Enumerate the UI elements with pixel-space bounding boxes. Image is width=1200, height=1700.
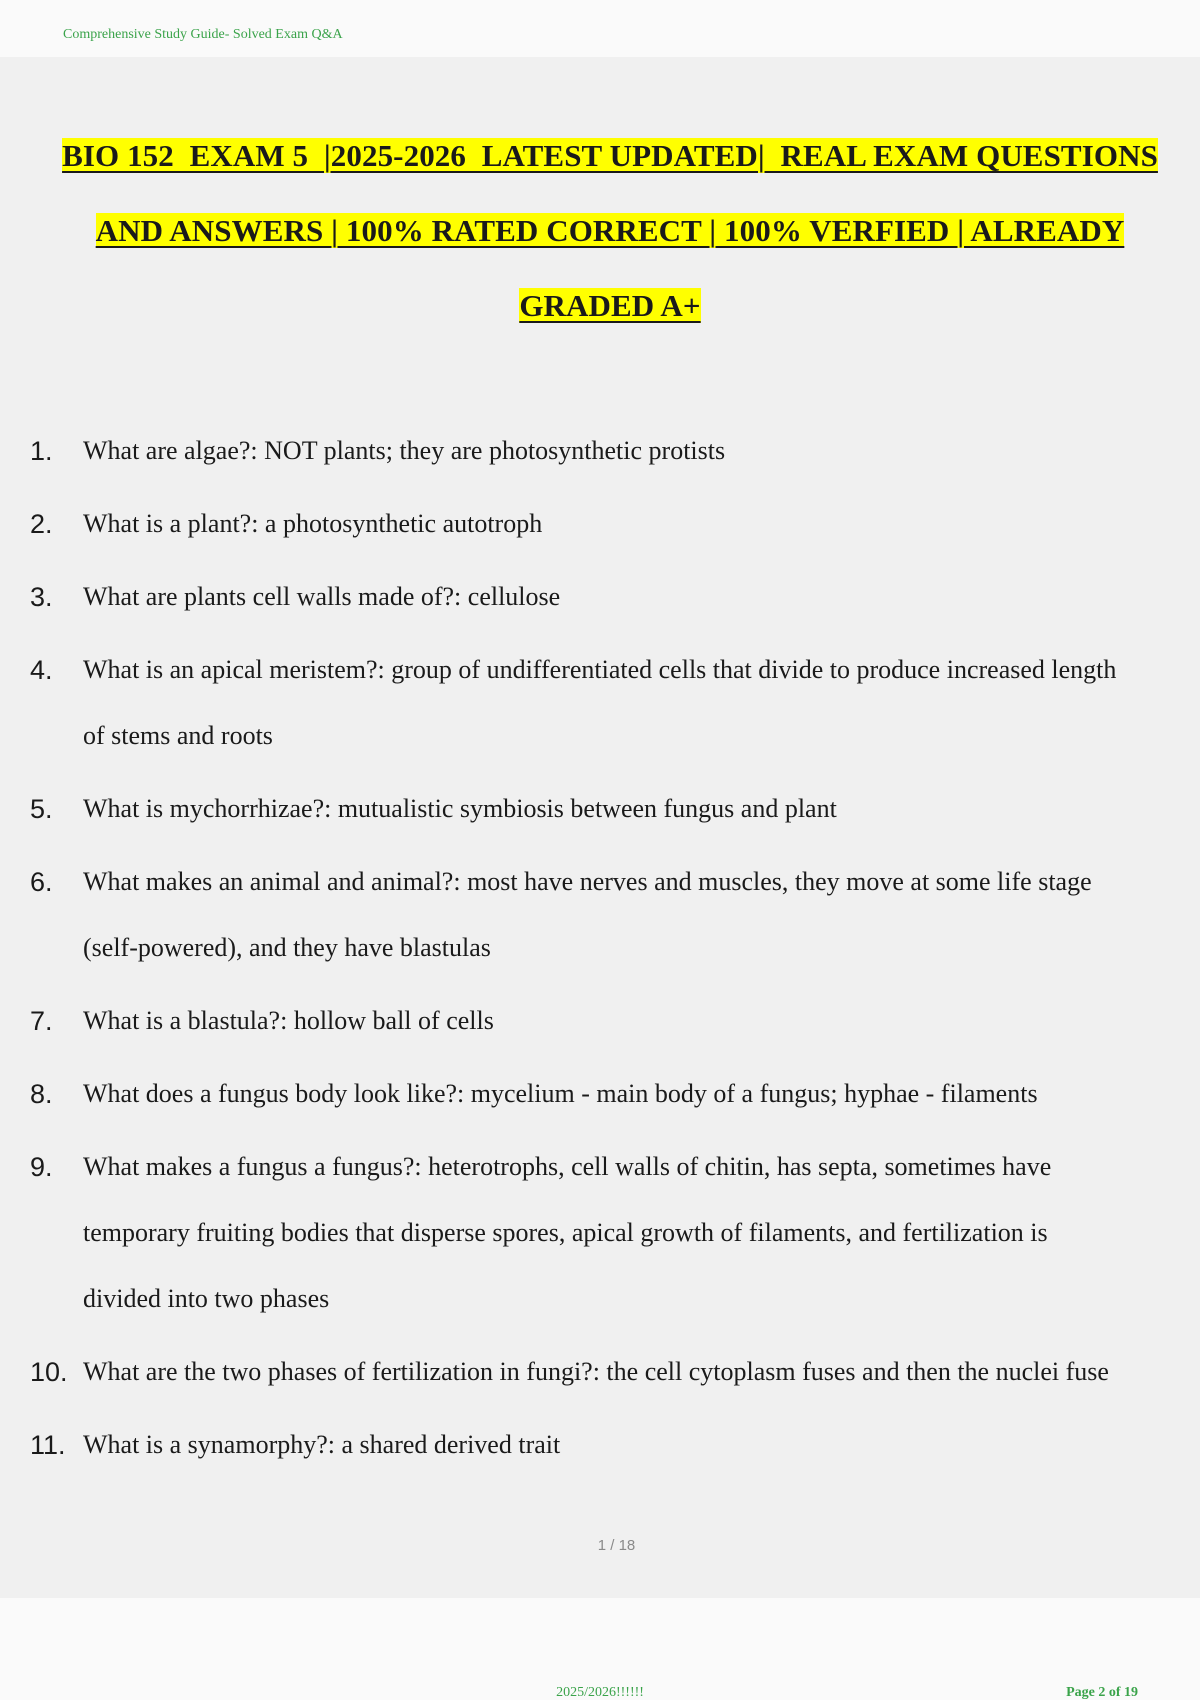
qa-item [30, 1412, 1195, 1478]
qa-item [30, 418, 1195, 484]
qa-number: 8. [30, 1079, 53, 1109]
qa-item [30, 776, 1195, 842]
qa-text: What are algae?: NOT plants; they are photosynthetic protists [83, 436, 726, 465]
qa-text: What are plants cell walls made of?: cellulose [83, 582, 561, 611]
title-line-text: BIO 152 EXAM 5 |2025-2026 LATEST UPDATED| REAL EXAM QUESTIONS [62, 138, 1158, 173]
qa-number: 5. [30, 794, 53, 824]
qa-item [30, 1134, 1195, 1332]
qa-number: 4. [30, 655, 53, 685]
qa-number: 2. [30, 509, 53, 539]
qa-item [30, 564, 1195, 630]
document-title [40, 118, 1180, 343]
qa-text: What is a synamorphy?: a shared derived trait [83, 1430, 561, 1459]
qa-text: What is an apical meristem?: group of undifferentiated cells that divide to produce increased length [83, 655, 1117, 684]
footer-page-number: Page 2 of 19 [1066, 1685, 1138, 1700]
qa-text: What is a plant?: a photosynthetic autotroph [83, 509, 543, 538]
qa-number: 6. [30, 867, 53, 897]
qa-text: temporary fruiting bodies that disperse spores, apical growth of filaments, and fertilization is [83, 1218, 1048, 1247]
qa-number: 11. [30, 1430, 66, 1460]
qa-text: What makes a fungus a fungus?: heterotrophs, cell walls of chitin, has septa, sometimes have [83, 1152, 1052, 1181]
qa-list [30, 418, 1195, 1485]
qa-text: What makes an animal and animal?: most have nerves and muscles, they move at some life stage [83, 867, 1092, 896]
qa-text: What is mychorrhizae?: mutualistic symbiosis between fungus and plant [83, 794, 837, 823]
qa-number: 7. [30, 1006, 53, 1036]
qa-number: 10. [30, 1357, 68, 1387]
qa-item [30, 1339, 1195, 1405]
title-line [40, 118, 1180, 193]
qa-number: 1. [30, 436, 53, 466]
title-line [40, 193, 1180, 268]
qa-text: What are the two phases of fertilization in fungi?: the cell cytoplasm fuses and then the nuclei fuse [83, 1357, 1109, 1386]
qa-text: of stems and roots [83, 721, 273, 750]
qa-item [30, 988, 1195, 1054]
qa-item [30, 491, 1195, 557]
footer-year: 2025/2026!!!!!! [556, 1685, 644, 1700]
title-line-text: AND ANSWERS | 100% RATED CORRECT | 100% VERFIED | ALREADY [95, 213, 1125, 248]
qa-number: 3. [30, 582, 53, 612]
title-line-text: GRADED A+ [519, 288, 701, 323]
qa-number: 9. [30, 1152, 53, 1182]
header-text: Comprehensive Study Guide- Solved Exam Q&A [63, 27, 343, 42]
qa-item [30, 849, 1195, 981]
qa-text: What does a fungus body look like?: mycelium - main body of a fungus; hyphae - filaments [83, 1079, 1038, 1108]
qa-text: (self-powered), and they have blastulas [83, 933, 491, 962]
title-line [40, 268, 1180, 343]
qa-item [30, 1061, 1195, 1127]
qa-text: What is a blastula?: hollow ball of cells [83, 1006, 494, 1035]
page-indicator: 1 / 18 [597, 1537, 636, 1554]
qa-item [30, 637, 1195, 769]
qa-text: divided into two phases [83, 1284, 330, 1313]
